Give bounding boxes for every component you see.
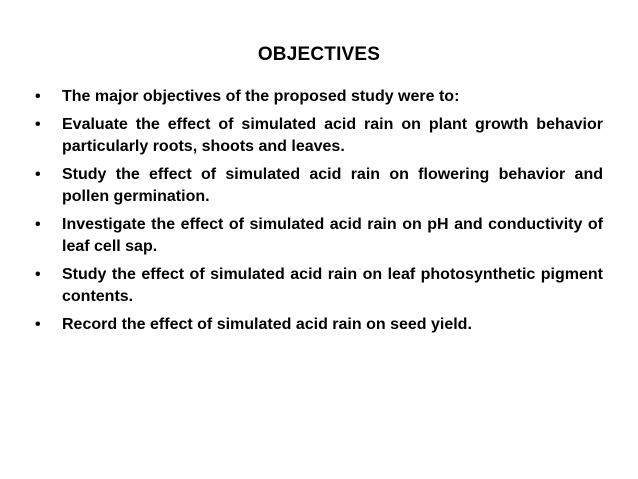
bullet-item: • Study the effect of simulated acid rain on flowering behavior and pollen germination. — [35, 164, 603, 208]
bullet-item: • Study the effect of simulated acid rain on leaf photosynthetic pigment contents. — [35, 264, 603, 308]
bullet-item: • Record the effect of simulated acid rain on seed yield. — [35, 314, 603, 336]
objectives-list — [35, 86, 603, 342]
bullet-item: • The major objectives of the proposed study were to: — [35, 86, 603, 108]
bullet-item: • Evaluate the effect of simulated acid rain on plant growth behavior particularly roots, shoots and leaves. — [35, 114, 603, 158]
bullet-item: • Investigate the effect of simulated acid rain on pH and conductivity of leaf cell sap. — [35, 214, 603, 258]
slide-title: OBJECTIVES — [257, 44, 381, 65]
